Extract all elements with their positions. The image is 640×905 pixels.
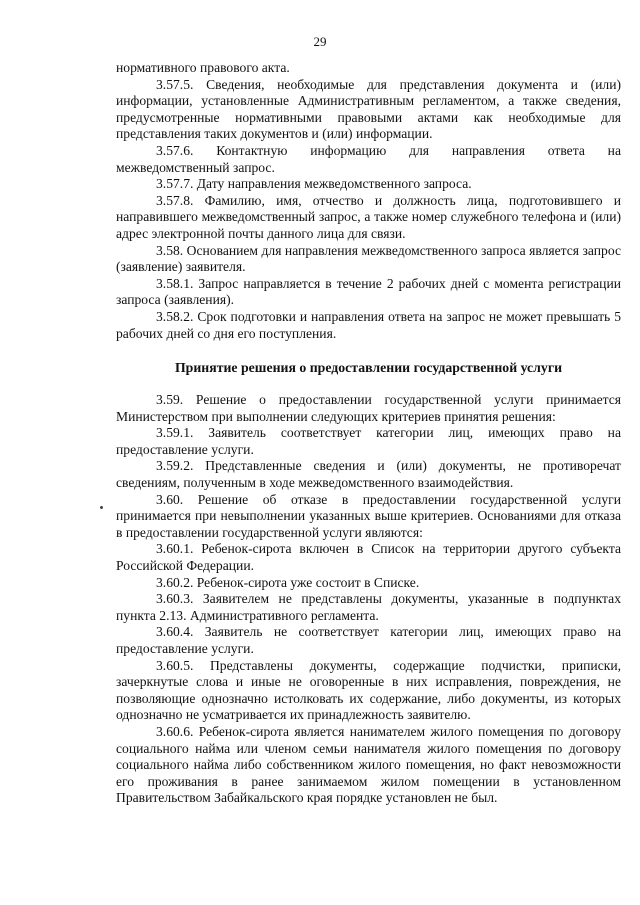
paragraph: 3.58.2. Срок подготовки и направления ответа на запрос не может превышать 5 рабочих дней со дня его поступления.	[116, 308, 621, 341]
document-body	[116, 60, 621, 807]
paragraph: 3.59. Решение о предоставлении государственной услуги принимается Министерством при выполнении следующих критериев принятия решения:	[116, 392, 621, 424]
paragraph: нормативного правового акта.	[116, 60, 290, 75]
paragraph: 3.60.4. Заявитель не соответствует категории лиц, имеющих право на предоставление услуги.	[116, 624, 621, 656]
paragraph: 3.57.8. Фамилию, имя, отчество и должность лица, подготовившего и направившего межведомственный запрос, а также номер служебного телефона и (или) адрес электронной почты данного лица для связи.	[116, 192, 621, 241]
page-number: 29	[313, 34, 327, 49]
paragraph: 3.57.6. Контактную информацию для направления ответа на межведомственный запрос.	[116, 142, 621, 175]
section-before-heading	[116, 60, 621, 342]
section-heading: Принятие решения о предоставлении государственной услуги	[174, 360, 563, 376]
paragraph: 3.59.2. Представленные сведения и (или) документы, не противоречат сведениям, полученным в ходе межведомственного взаимодействия.	[116, 458, 621, 491]
paragraph: 3.60.5. Представлены документы, содержащие подчистки, приписки, зачеркнутые слова и иные не оговоренные в них исправления, повреждения, не позволяющие однозначно истолковать их содержание, либо документы, из которых однозначно не усматривается их принадлежность заявителю.	[116, 657, 621, 723]
scan-speck	[100, 506, 103, 509]
paragraph: 3.60. Решение об отказе в предоставлении государственной услуги принимается при невыполнении указанных выше критериев. Основаниями для отказа в предоставлении государственной услуги являются:	[116, 491, 621, 540]
paragraph: 3.60.6. Ребенок-сирота является нанимателем жилого помещения по договору социального найма или членом семьи нанимателя жилого помещения по договору социального найма либо собственником жилого помещения, но факт невозможности его проживания в ранее занимаемом жилом помещении в установленном Правительством Забайкальского края порядке установлен не был.	[116, 723, 621, 806]
paragraph: 3.59.1. Заявитель соответствует категории лиц, имеющих право на предоставление услуги.	[116, 425, 621, 457]
paragraph: 3.60.1. Ребенок-сирота включен в Список на территории другого субъекта Российской Федерации.	[116, 541, 621, 574]
paragraph: 3.57.7. Дату направления межведомственного запроса.	[156, 176, 472, 192]
section-after-heading	[116, 392, 621, 807]
paragraph: 3.60.3. Заявителем не представлены документы, указанные в подпунктах пункта 2.13. Административного регламента.	[116, 591, 621, 623]
paragraph: 3.60.2. Ребенок-сирота уже состоит в Списке.	[156, 574, 420, 590]
paragraph: 3.57.5. Сведения, необходимые для представления документа и (или) информации, установленные Административным регламентом, а также сведения, предусмотренные нормативными правовыми актами как необходимые для представления таких документов и (или) информации.	[116, 76, 621, 142]
paragraph: 3.58. Основанием для направления межведомственного запроса является запрос (заявление) заявителя.	[116, 242, 621, 275]
paragraph: 3.58.1. Запрос направляется в течение 2 рабочих дней с момента регистрации запроса (заявления).	[116, 275, 621, 308]
